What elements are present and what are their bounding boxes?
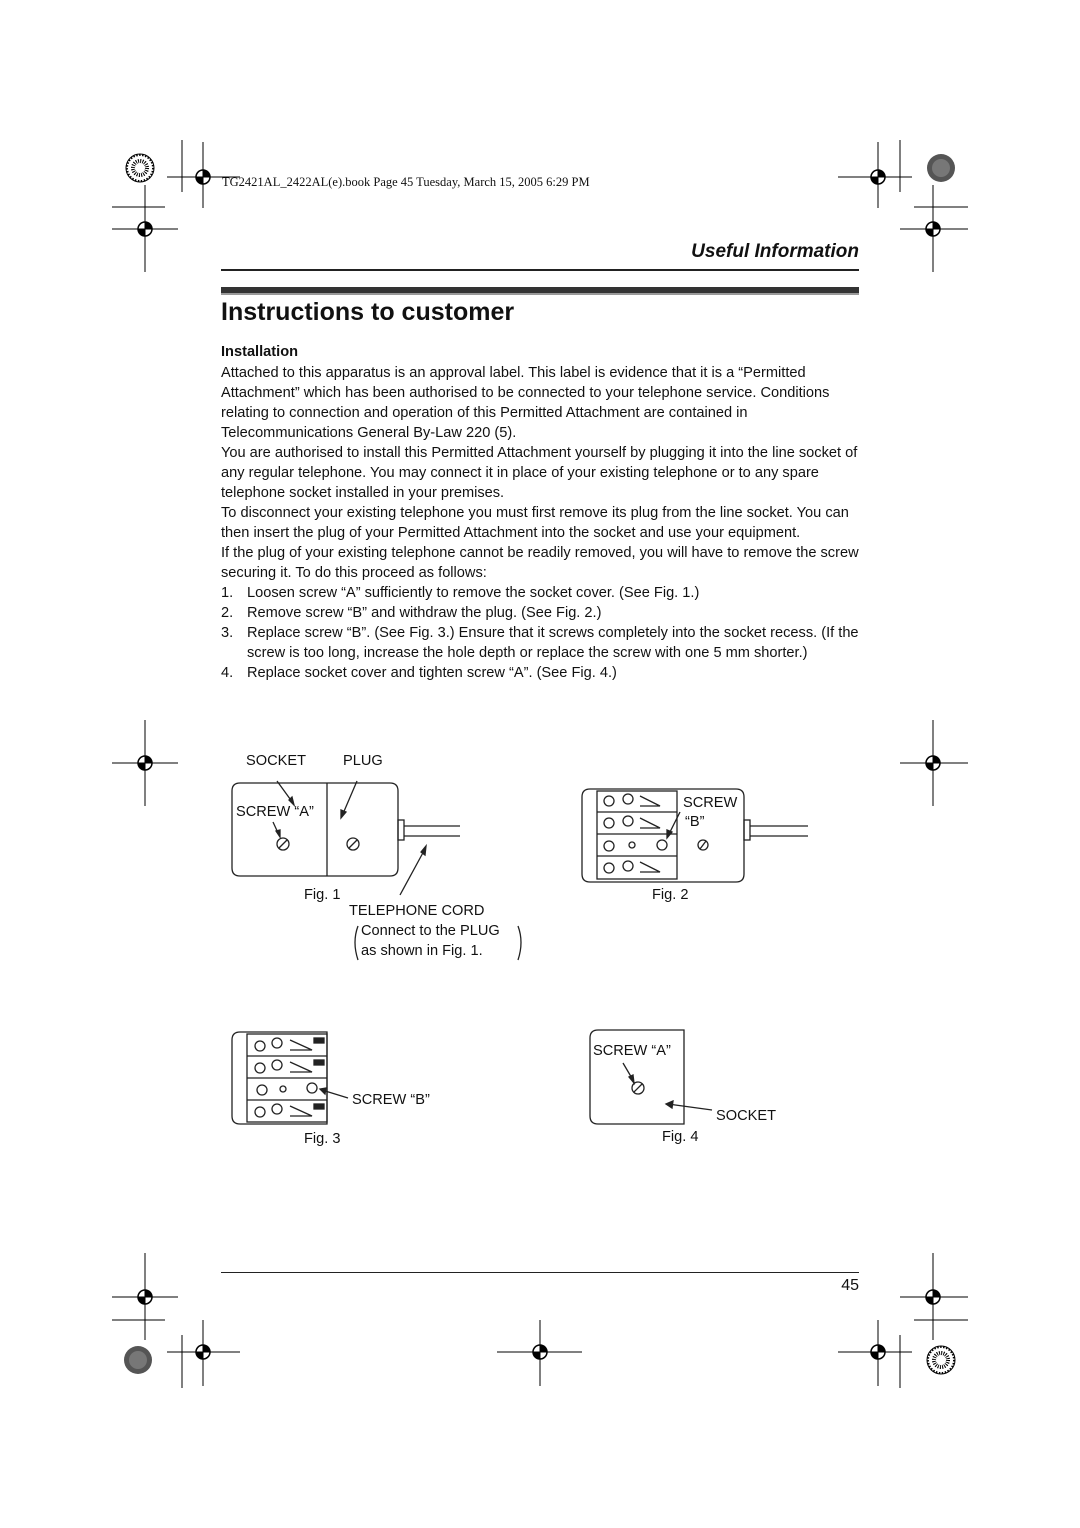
step-text: Remove screw “B” and withdraw the plug. (See Fig. 2.) [247, 605, 602, 621]
file-info-header: TG2421AL_2422AL(e).book Page 45 Tuesday, March 15, 2005 6:29 PM [222, 175, 590, 189]
fig4-screw-a-label: SCREW “A” [593, 1043, 671, 1059]
fig1-cord-note-line2: as shown in Fig. 1. [361, 943, 483, 959]
section-title: Useful Information [691, 241, 859, 262]
fig1-caption: Fig. 1 [304, 887, 341, 903]
paragraph: You are authorised to install this Permitted Attachment yourself by plugging it into the line socket of any regular telephone. You may connect it in place of your existing telephone or to any spare telephone socket installed in your premises. [221, 445, 858, 501]
fig3-caption: Fig. 3 [304, 1131, 341, 1147]
fig4-socket-label: SOCKET [716, 1108, 777, 1124]
page-number: 45 [841, 1277, 859, 1294]
step-text: Loosen screw “A” sufficiently to remove the socket cover. (See Fig. 1.) [247, 585, 700, 601]
fig3-drawing [232, 1032, 348, 1124]
fig2-screw-label: SCREW [683, 795, 738, 811]
step-number: 3. [221, 625, 234, 641]
fig1-cord-note-line1: Connect to the PLUG [361, 923, 500, 939]
step-number: 1. [221, 585, 234, 601]
step-text: Replace socket cover and tighten screw “A”. (See Fig. 4.) [247, 665, 617, 681]
page-title: Instructions to customer [221, 298, 515, 326]
fig1-plug-label: PLUG [343, 753, 383, 769]
step-text: Replace screw “B”. (See Fig. 3.) Ensure that it screws completely into the socket recess. (If the screw is too long, increase the hole depth or replace the screw with one 5 mm shorter.) [247, 625, 859, 661]
fig1-socket-label: SOCKET [246, 753, 307, 769]
paragraph: To disconnect your existing telephone you must first remove its plug from the line socket. You can then insert the plug of your Permitted Attachment into the socket and use your equipment. [221, 505, 849, 541]
fig3-screw-b-label: SCREW “B” [352, 1092, 430, 1108]
paragraph: If the plug of your existing telephone cannot be readily removed, you will have to remove the screw securing it. To do this proceed as follows: [221, 545, 859, 581]
fig1-cord-label: TELEPHONE CORD [349, 903, 485, 919]
fig2-caption: Fig. 2 [652, 887, 689, 903]
subheading-installation: Installation [221, 344, 299, 360]
fig2-b-label: “B” [685, 814, 705, 830]
paragraph: Attached to this apparatus is an approval label. This label is evidence that it is a “Permitted Attachment” which has been authorised to be connected to your telephone service. Conditions relating to connection and operation of this Permitted Attachment are contained in Telecommunications General By-Law 220 (5). [221, 365, 830, 441]
fig1-screw-a-label: SCREW “A” [236, 804, 314, 820]
step-number: 2. [221, 605, 234, 621]
step-number: 4. [221, 665, 234, 681]
footer-rule [221, 1272, 859, 1273]
fig4-caption: Fig. 4 [662, 1129, 699, 1145]
